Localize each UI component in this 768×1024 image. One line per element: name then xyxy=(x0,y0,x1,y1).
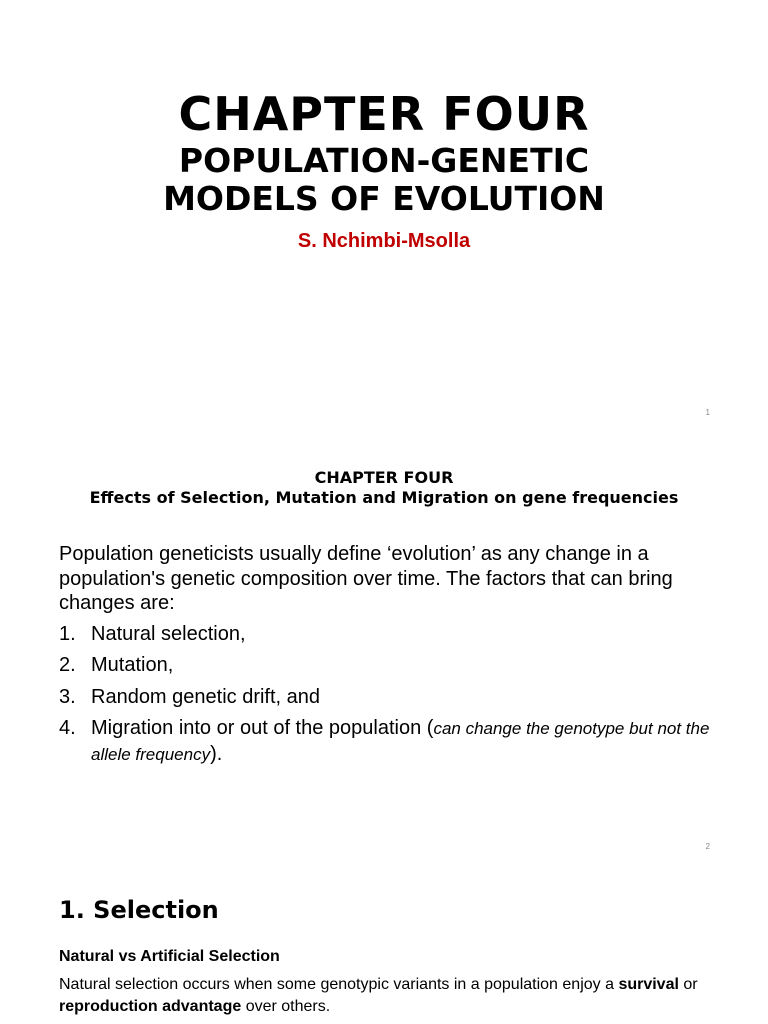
author-name: S. Nchimbi-Msolla xyxy=(297,230,471,252)
list-text-4 xyxy=(91,716,719,767)
chapter-title: CHAPTER FOUR xyxy=(178,87,590,141)
slide-heading xyxy=(0,468,768,508)
list-number: 3. xyxy=(59,685,76,708)
factor-list xyxy=(59,622,719,768)
chapter-subtitle xyxy=(0,142,768,218)
body-text: Natural selection occurs when some genotypic variants in a population enjoy a xyxy=(59,976,614,993)
slide-2 xyxy=(0,432,768,864)
list-number: 1. xyxy=(59,622,76,645)
slide-1 xyxy=(0,0,768,432)
heading-line-2: Effects of Selection, Mutation and Migration on gene frequencies xyxy=(89,488,679,507)
list-text: Natural selection, xyxy=(91,622,246,645)
body-text: or xyxy=(683,976,698,993)
section-body xyxy=(59,974,719,1018)
list-number: 4. xyxy=(59,717,76,739)
slide-3 xyxy=(0,864,768,1024)
subtitle-line-1: POPULATION-GENETIC xyxy=(178,141,590,180)
italic-note: can change the genotype but not the allele frequency xyxy=(91,719,710,764)
list-number: 2. xyxy=(59,654,76,676)
list-item xyxy=(59,653,719,678)
slide-number: 2 xyxy=(705,842,710,851)
section-title: 1. Selection xyxy=(59,896,219,924)
body-text: over others. xyxy=(245,998,331,1015)
list-text: Migration into or out of the population ( xyxy=(91,717,434,739)
subtitle-line-2: MODELS OF EVOLUTION xyxy=(163,179,605,218)
list-text: Random genetic drift, and xyxy=(91,685,321,708)
heading-line-1: CHAPTER FOUR xyxy=(314,468,454,487)
list-item xyxy=(59,622,719,647)
closing-punctuation: ). xyxy=(210,742,223,765)
slide-number: 1 xyxy=(705,408,710,417)
bold-term: reproduction advantage xyxy=(59,998,242,1015)
list-item xyxy=(59,716,719,767)
list-text: Mutation, xyxy=(91,654,174,676)
section-subheading: Natural vs Artificial Selection xyxy=(59,948,280,965)
intro-paragraph: Population geneticists usually define ‘evolution’ as any change in a population's genetic composition over time. The factors that can bring changes are: xyxy=(59,543,673,614)
slide-body xyxy=(59,542,719,774)
list-item xyxy=(59,685,719,710)
bold-term: survival xyxy=(618,976,679,993)
